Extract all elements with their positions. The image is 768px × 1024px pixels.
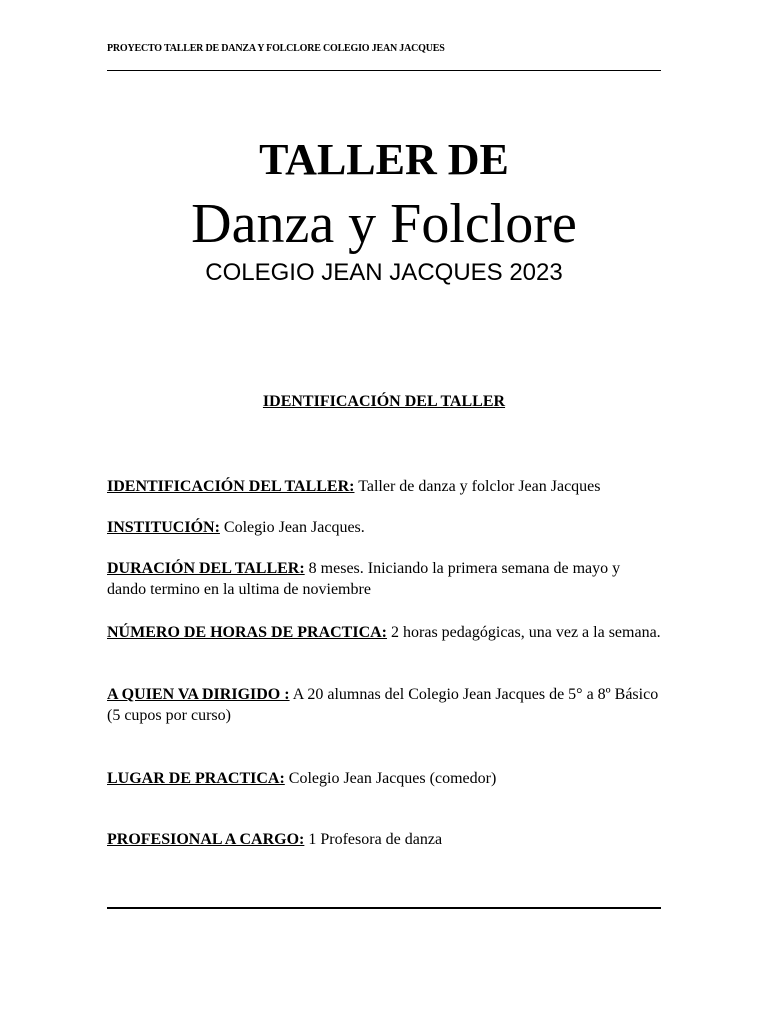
- field-duracion: [107, 558, 663, 600]
- field-label: IDENTIFICACIÓN DEL TALLER:: [107, 478, 355, 495]
- field-value: Colegio Jean Jacques (comedor): [288, 770, 497, 787]
- field-horas: [107, 622, 663, 643]
- footer-divider: [107, 907, 661, 909]
- field-value: 2 horas pedagógicas, una vez a la semana.: [391, 624, 661, 641]
- title-line-1: TALLER DE: [259, 135, 509, 184]
- field-value: 1 Profesora de danza: [308, 831, 443, 848]
- field-value: 8 meses. Iniciando la primera semana de mayo y dando termino en la ultima de noviembre: [107, 560, 621, 598]
- section-heading: IDENTIFICACIÓN DEL TALLER: [262, 393, 506, 410]
- field-label: INSTITUCIÓN:: [107, 519, 220, 536]
- field-profesional: [107, 829, 663, 850]
- field-label: DURACIÓN DEL TALLER:: [107, 560, 305, 577]
- field-dirigido: [107, 684, 663, 726]
- field-label: LUGAR DE PRACTICA:: [107, 770, 285, 787]
- field-institucion: [107, 517, 663, 538]
- field-label: NÚMERO DE HORAS DE PRACTICA:: [107, 624, 388, 641]
- field-value: Colegio Jean Jacques.: [223, 519, 365, 536]
- field-lugar: [107, 768, 663, 789]
- field-value: Taller de danza y folclor Jean Jacques: [358, 478, 601, 495]
- field-label: A QUIEN VA DIRIGIDO :: [107, 686, 290, 703]
- field-label: PROFESIONAL A CARGO:: [107, 831, 305, 848]
- running-header: PROYECTO TALLER DE DANZA Y FOLCLORE COLEGIO JEAN JACQUES: [107, 43, 445, 54]
- field-identificacion: [107, 476, 663, 497]
- field-value: A 20 alumnas del Colegio Jean Jacques de 5° a 8º Básico (5 cupos por curso): [107, 686, 659, 724]
- title-line-3: COLEGIO JEAN JACQUES 2023: [205, 259, 563, 286]
- header-divider: [107, 70, 661, 71]
- title-line-2: Danza y Folclore: [191, 193, 577, 255]
